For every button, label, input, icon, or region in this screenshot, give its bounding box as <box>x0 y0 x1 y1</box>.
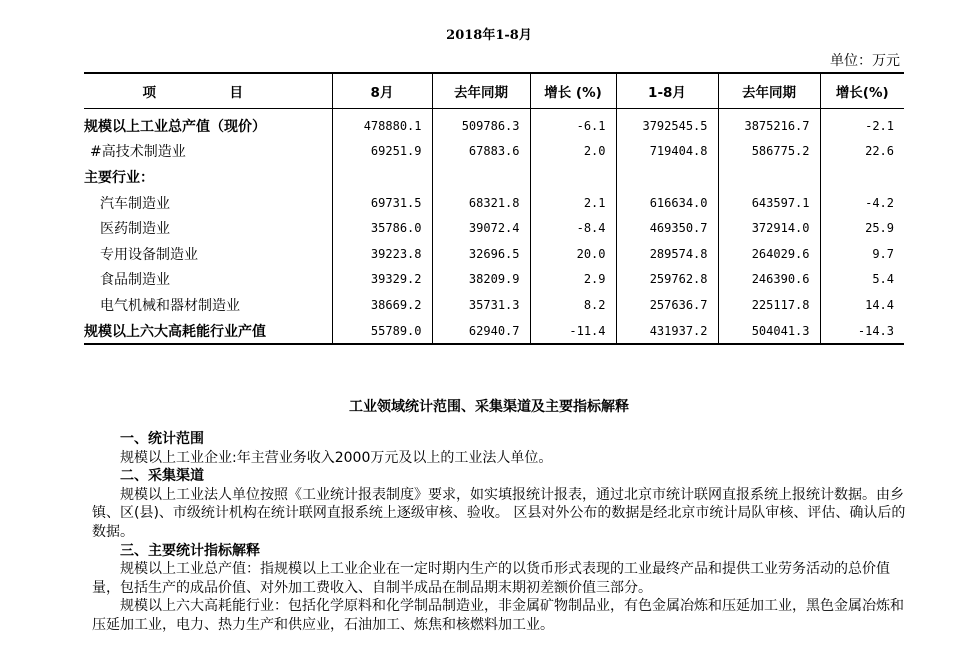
indicator-text-output: 规模以上工业总产值：指规模以上工业企业在一定时期内生产的以货币形式表现的工业最终产品和提供工业劳务活动的总价值量，包括生产的成品价值、对外加工费收入、自制半成品在制品期末期初差额价值三部分。 <box>92 561 890 596</box>
channel-text: 规模以上工业法人单位按照《工业统计报表制度》要求，如实填报统计报表，通过北京市统计联网直报系统上报统计数据。由乡镇、区(县)、市级统计机构在统计联网直报系统上逐级审核、验收。 区县对外公布的数据是经北京市统计局队审核、评估、确认后的数据。 <box>92 486 906 540</box>
cell-last-year-august: 39072.4 <box>432 215 530 241</box>
cell-growth-august: -6.1 <box>530 109 616 139</box>
cell-last-year-august: 68321.8 <box>432 190 530 216</box>
table-row <box>84 109 904 139</box>
table-row <box>84 267 904 293</box>
cell-august: 69251.9 <box>332 139 432 165</box>
cell-last-year-jan-aug: 246390.6 <box>718 267 820 293</box>
indicator-text-energy: 规模以上六大高耗能行业：包括化学原料和化学制品制造业，非金属矿物制品业，有色金属冶炼和压延加工业，黑色金属冶炼和压延加工业，电力、热力生产和供应业，石油加工、炼焦和核燃料加工业。 <box>92 598 904 633</box>
cell-jan-aug: 431937.2 <box>616 318 718 345</box>
cell-last-year-august: 67883.6 <box>432 139 530 165</box>
cell-august: 55789.0 <box>332 318 432 345</box>
cell-last-year-jan-aug: 586775.2 <box>718 139 820 165</box>
cell-august: 39223.8 <box>332 241 432 267</box>
table-row <box>84 190 904 216</box>
indicator-heading: 三、主要统计指标解释 <box>120 542 260 559</box>
cell-growth-jan-aug: 14.4 <box>820 292 904 318</box>
column-header-last-year-jan-aug: 去年同期 <box>718 73 820 109</box>
row-label: 电气机械和器材制造业 <box>84 292 332 318</box>
row-label: #高技术制造业 <box>84 139 332 165</box>
table-row <box>84 292 904 318</box>
cell-last-year-jan-aug: 3875216.7 <box>718 109 820 139</box>
notes-section <box>92 430 910 635</box>
column-header-last-year-august: 去年同期 <box>432 73 530 109</box>
cell-last-year-jan-aug: 643597.1 <box>718 190 820 216</box>
unit-label: 单位：万元 <box>830 53 900 69</box>
cell-growth-august: 2.0 <box>530 139 616 165</box>
cell-jan-aug: 616634.0 <box>616 190 718 216</box>
column-header-growth-jan-aug: 增长(%) <box>820 73 904 109</box>
cell-august: 69731.5 <box>332 190 432 216</box>
cell-last-year-august: 35731.3 <box>432 292 530 318</box>
cell-growth-august: 2.1 <box>530 190 616 216</box>
cell-growth-august <box>530 164 616 190</box>
cell-growth-jan-aug: 25.9 <box>820 215 904 241</box>
cell-august <box>332 164 432 190</box>
report-period: 2018年1-8月 <box>446 28 532 43</box>
row-label: 主要行业： <box>84 164 332 190</box>
column-header-item: 项 目 <box>84 73 332 109</box>
row-label: 医药制造业 <box>84 215 332 241</box>
cell-growth-jan-aug: -4.2 <box>820 190 904 216</box>
cell-last-year-august: 509786.3 <box>432 109 530 139</box>
cell-last-year-august <box>432 164 530 190</box>
row-label: 规模以上六大高耗能行业产值 <box>84 318 332 345</box>
cell-growth-jan-aug: -2.1 <box>820 109 904 139</box>
cell-growth-jan-aug: 9.7 <box>820 241 904 267</box>
cell-growth-august: -11.4 <box>530 318 616 345</box>
cell-jan-aug: 259762.8 <box>616 267 718 293</box>
column-header-growth-august: 增长 (%) <box>530 73 616 109</box>
row-label: 规模以上工业总产值（现价） <box>84 109 332 139</box>
scope-heading: 一、统计范围 <box>120 431 204 447</box>
row-label: 专用设备制造业 <box>84 241 332 267</box>
cell-last-year-august: 62940.7 <box>432 318 530 345</box>
cell-jan-aug: 257636.7 <box>616 292 718 318</box>
cell-last-year-august: 32696.5 <box>432 241 530 267</box>
row-label: 汽车制造业 <box>84 190 332 216</box>
cell-growth-jan-aug: -14.3 <box>820 318 904 345</box>
cell-jan-aug: 719404.8 <box>616 139 718 165</box>
cell-growth-august: -8.4 <box>530 215 616 241</box>
cell-august: 35786.0 <box>332 215 432 241</box>
cell-growth-august: 20.0 <box>530 241 616 267</box>
cell-last-year-jan-aug: 264029.6 <box>718 241 820 267</box>
table-row <box>84 241 904 267</box>
cell-august: 38669.2 <box>332 292 432 318</box>
notes-title: 工业领域统计范围、采集渠道及主要指标解释 <box>349 399 629 415</box>
table-row <box>84 164 904 190</box>
column-header-jan-aug: 1-8月 <box>616 73 718 109</box>
table-row <box>84 215 904 241</box>
cell-jan-aug: 3792545.5 <box>616 109 718 139</box>
cell-jan-aug <box>616 164 718 190</box>
scope-text: 规模以上工业企业:年主营业务收入2000万元及以上的工业法人单位。 <box>120 449 553 466</box>
cell-last-year-jan-aug <box>718 164 820 190</box>
column-header-august: 8月 <box>332 73 432 109</box>
cell-jan-aug: 469350.7 <box>616 215 718 241</box>
channel-heading: 二、采集渠道 <box>120 468 204 485</box>
cell-last-year-jan-aug: 504041.3 <box>718 318 820 345</box>
table-header-row <box>84 73 904 109</box>
cell-growth-august: 2.9 <box>530 267 616 293</box>
cell-last-year-jan-aug: 372914.0 <box>718 215 820 241</box>
row-label: 食品制造业 <box>84 267 332 293</box>
cell-august: 39329.2 <box>332 267 432 293</box>
cell-jan-aug: 289574.8 <box>616 241 718 267</box>
table-row <box>84 139 904 165</box>
cell-growth-jan-aug: 5.4 <box>820 267 904 293</box>
cell-august: 478880.1 <box>332 109 432 139</box>
cell-growth-jan-aug: 22.6 <box>820 139 904 165</box>
cell-last-year-august: 38209.9 <box>432 267 530 293</box>
cell-growth-august: 8.2 <box>530 292 616 318</box>
industry-stats-table <box>84 72 904 345</box>
table-row <box>84 318 904 345</box>
cell-last-year-jan-aug: 225117.8 <box>718 292 820 318</box>
cell-growth-jan-aug <box>820 164 904 190</box>
